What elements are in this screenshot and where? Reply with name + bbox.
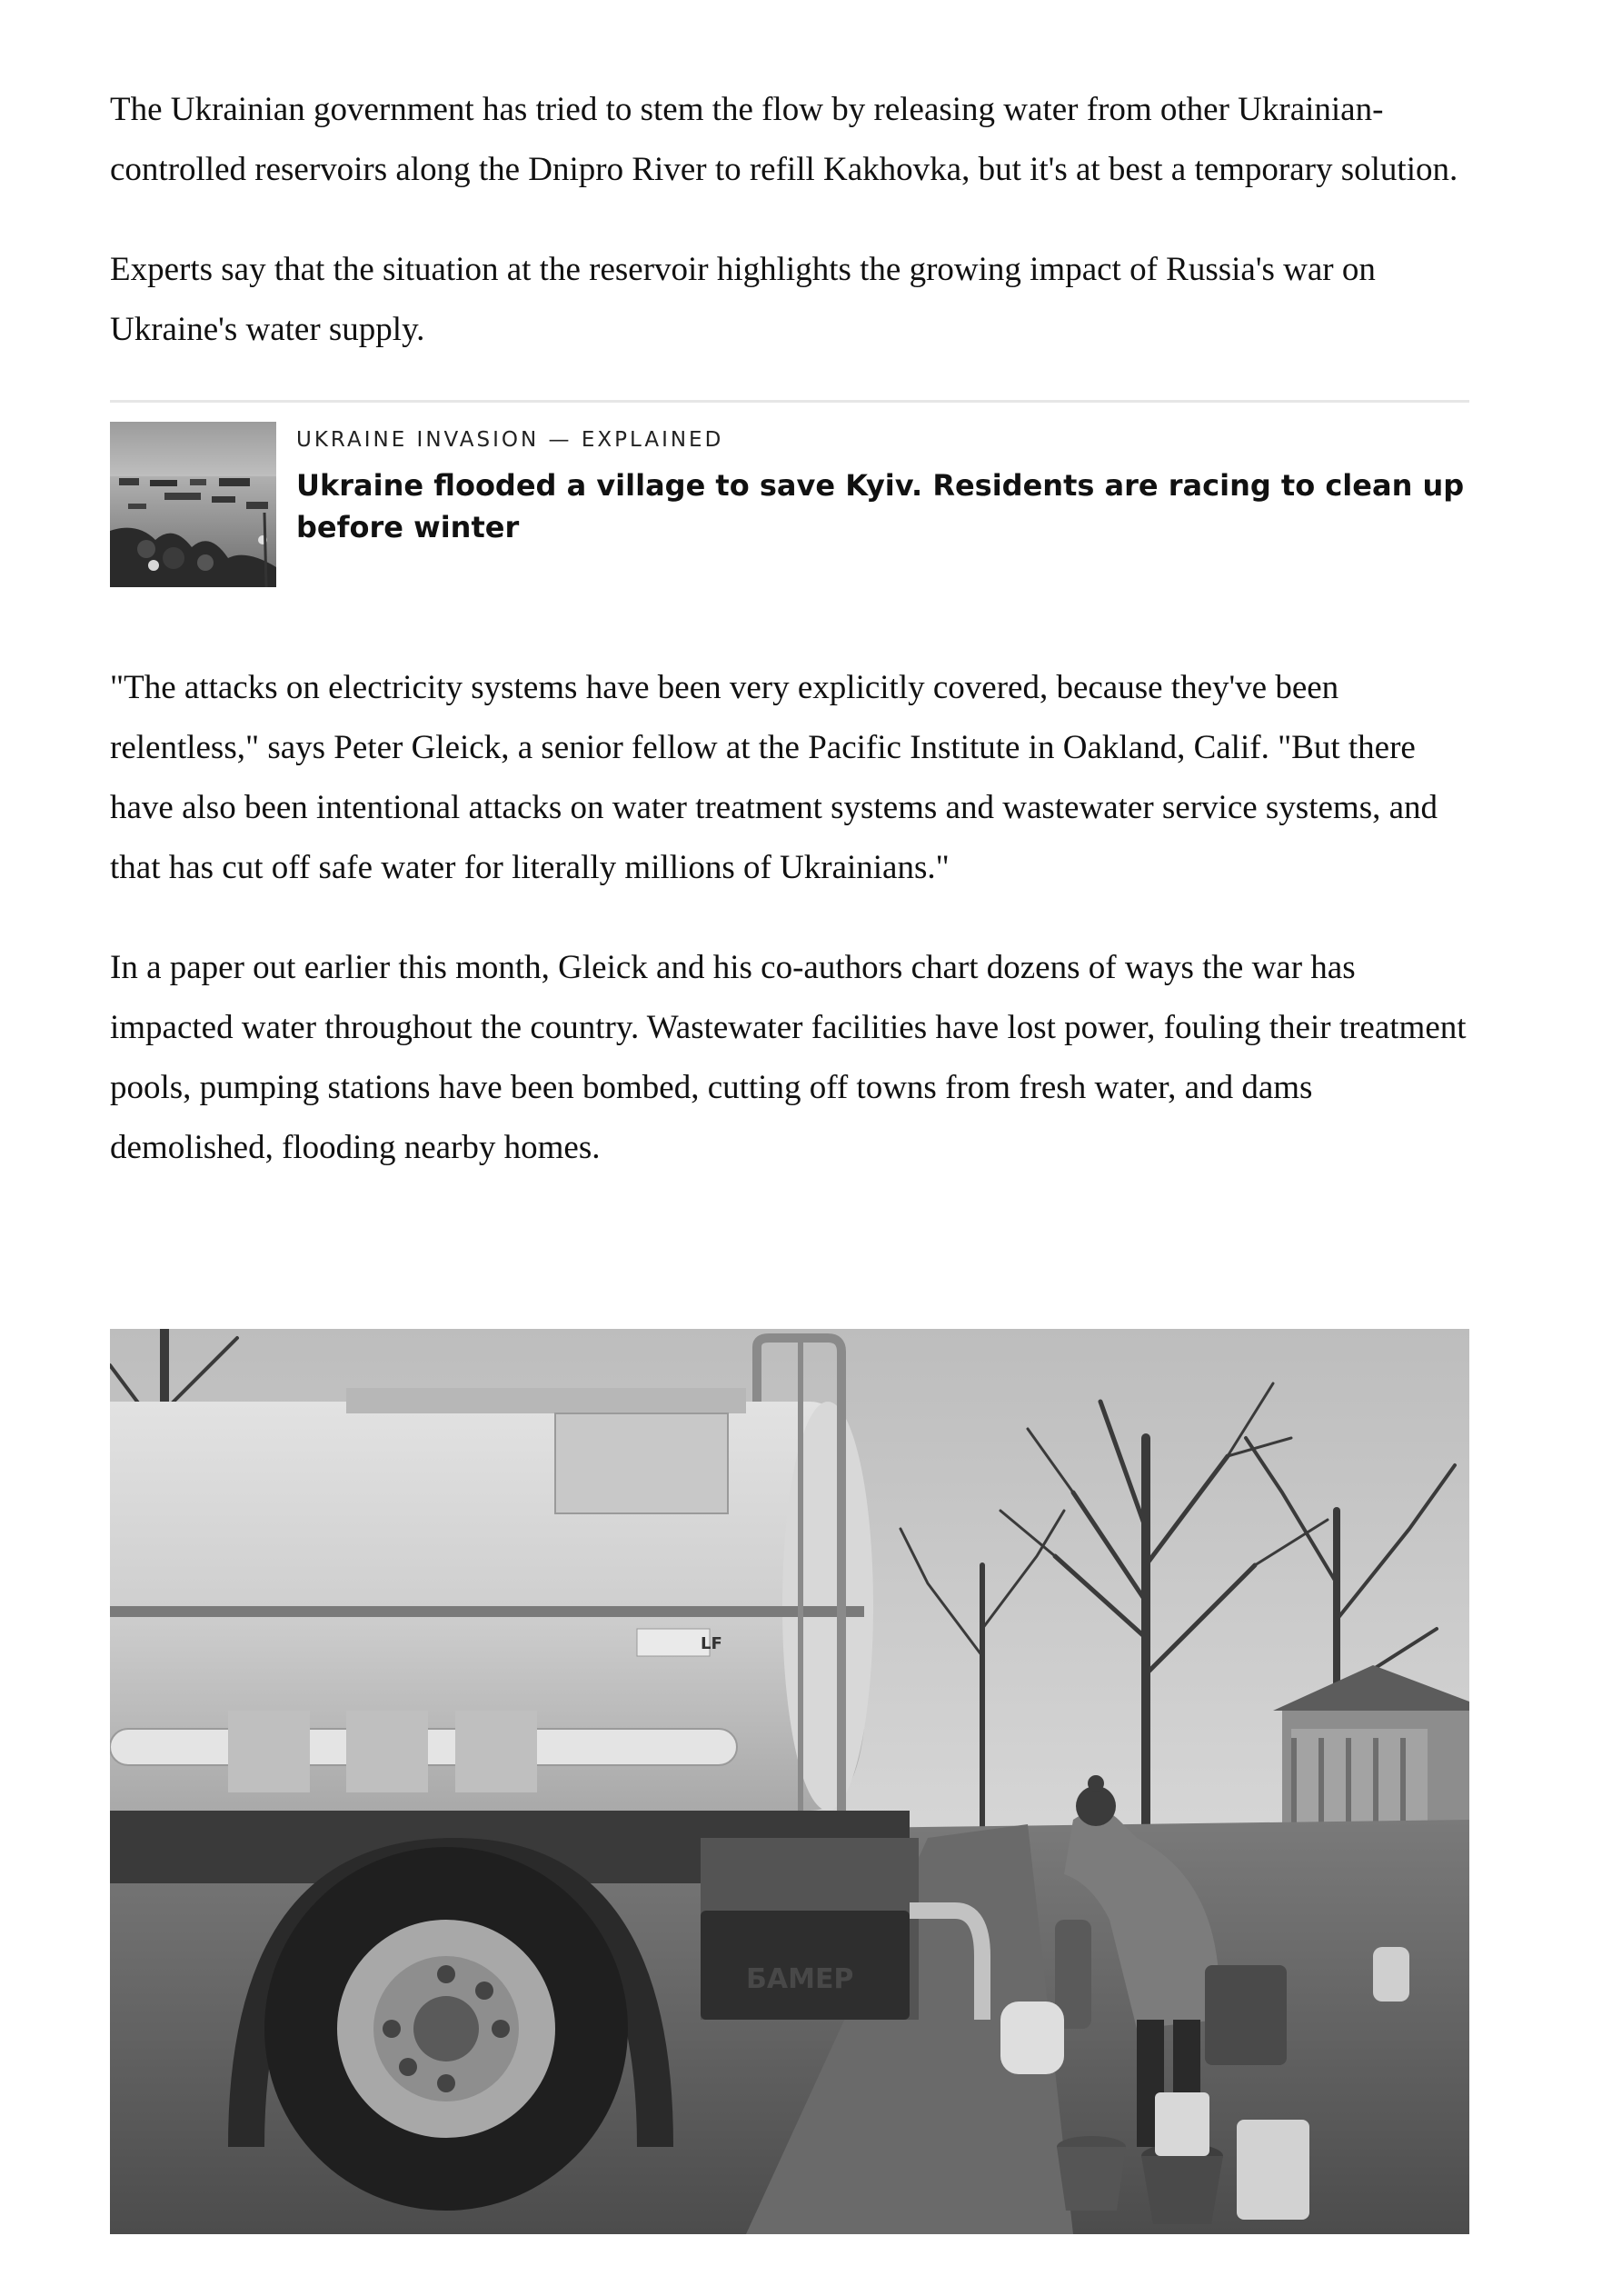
water-tanker-truck-photo-icon [110,1329,1469,2234]
tank-logo-text: LF [701,1634,722,1653]
article-paragraph: In a paper out earlier this month, Gleick and his co-authors chart dozens of ways the war has impacted water throughout the country. Wastewater facilities have lost power, fouling their treatment pools, pumping stations have been bombed, cutting off towns from fresh water, and dams demolished, flooding nearby homes. [110,949,1467,1166]
related-story-title[interactable]: Ukraine flooded a village to save Kyiv. Residents are racing to clean up before winter [296,468,1465,544]
article-photo [110,1329,1469,2234]
toolbox-marking-text: БАМЕР [746,1963,854,1995]
flooded-village-photo-icon [110,422,276,587]
article-paragraph: The Ukrainian government has tried to stem the flow by releasing water from other Ukrainian-controlled reservoirs along the Dnipro River to refill Kakhovka, but it's at best a temporary solution. [110,91,1458,188]
related-story-text [296,424,1469,548]
article-paragraph: "The attacks on electricity systems have been very explicitly covered, because they've been relentless," says Peter Gleick, a senior fellow at the Pacific Institute in Oakland, Calif. "But there have also been intentional attacks on water treatment systems and wastewater service systems, and that has cut off safe water for literally millions of Ukrainians." [110,669,1438,886]
related-divider [110,400,1469,403]
related-story-thumbnail[interactable] [110,422,276,587]
article-continuation [110,658,1469,1178]
article-body [110,80,1469,1218]
article-paragraph: Experts say that the situation at the reservoir highlights the growing impact of Russia's war on Ukraine's water supply. [110,251,1376,348]
related-story-kicker[interactable]: UKRAINE INVASION — EXPLAINED [296,428,724,452]
related-story-card[interactable] [110,422,1469,587]
